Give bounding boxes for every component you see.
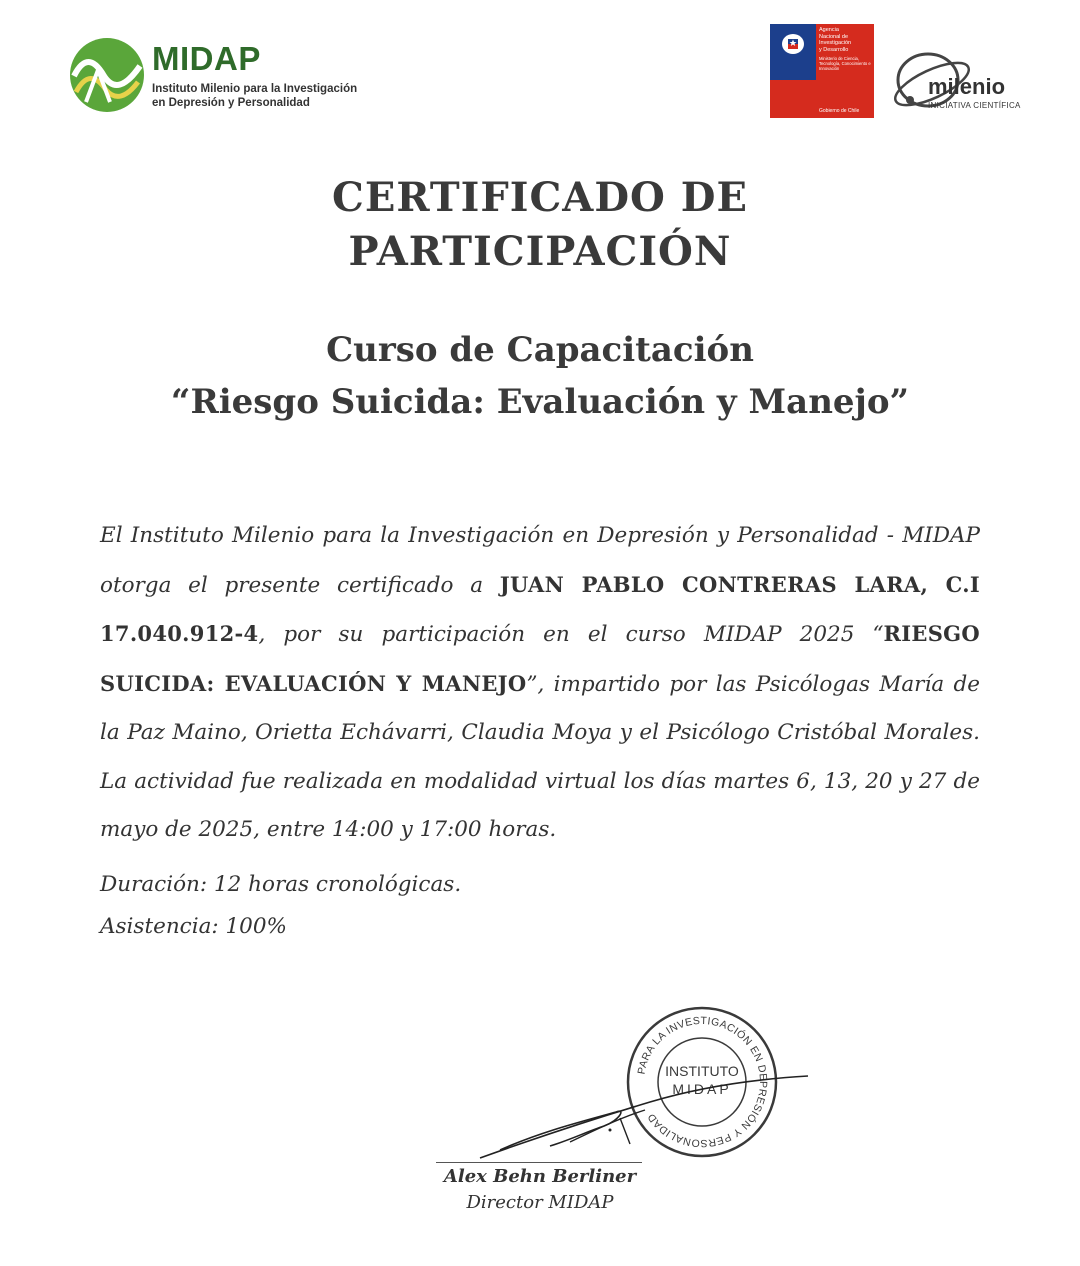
signer-name: Alex Behn Berliner bbox=[443, 1166, 637, 1187]
anid-line2: Nacional de bbox=[819, 33, 849, 40]
midap-subtitle-line2: en Depresión y Personalidad bbox=[152, 97, 310, 109]
svg-text:MIDAP: MIDAP bbox=[672, 1081, 732, 1097]
course-name: RIESGO SUICIDA: EVALUACIÓN Y MANEJO bbox=[100, 621, 980, 696]
anid-flag-red-lower bbox=[770, 80, 816, 118]
anid-logo bbox=[770, 24, 874, 118]
anid-line3: Investigación bbox=[819, 40, 852, 47]
signature-drawing bbox=[420, 1050, 820, 1170]
anid-government: Gobierno de Chile bbox=[819, 108, 860, 114]
signature-line bbox=[436, 1162, 642, 1163]
certificate-title-line1: CERTIFICADO DE bbox=[332, 174, 748, 221]
milenio-word: milenio bbox=[928, 74, 1006, 99]
anid-ministry: Ministerio de Ciencia, Tecnología, Conocimiento e Innovación bbox=[819, 56, 871, 72]
midap-logo bbox=[68, 36, 398, 116]
attendance-text: Asistencia: 100% bbox=[100, 914, 287, 939]
certificate-body bbox=[100, 512, 980, 855]
duration-text: Duración: 12 horas cronológicas. bbox=[100, 872, 462, 897]
milenio-logo bbox=[886, 44, 1036, 120]
midap-logo-icon bbox=[68, 36, 146, 114]
course-title-line2: “Riesgo Suicida: Evaluación y Manejo” bbox=[170, 382, 910, 422]
anid-line1: Agencia bbox=[819, 27, 839, 33]
recipient-name: JUAN PABLO CONTRERAS LARA, C.I 17.040.912-4 bbox=[100, 571, 980, 646]
certificate-title-line2: PARTICIPACIÓN bbox=[348, 228, 732, 275]
anid-text bbox=[819, 27, 873, 71]
midap-subtitle bbox=[152, 82, 412, 110]
midap-subtitle-line1: Instituto Milenio para la Investigación bbox=[152, 83, 358, 95]
course-title-line1: Curso de Capacitación bbox=[326, 330, 754, 370]
svg-text:PARA LA INVESTIGACIÓN EN DEPRE: PARA LA INVESTIGACIÓN EN DEPRESIÓN Y PERSONALIDAD bbox=[635, 1014, 770, 1150]
body-part1: El Instituto Milenio para la Investigación en Depresión y Personalidad - MIDAP otorga el presente certificado a bbox=[100, 523, 980, 598]
body-part2: , por su participación en el curso MIDAP 2025 “ bbox=[258, 622, 884, 647]
body-part3: ”, impartido por las Psicólogas María de la Paz Maino, Orietta Echávarri, Claudia Moya y el Psicólogo Cristóbal Morales. La actividad fue realizada en modalidad virtual los días martes 6, 13, 20 y 27 de mayo de 2025, entre 14:00 y 17:00 horas. bbox=[100, 671, 980, 842]
chile-coat-of-arms-icon bbox=[778, 30, 808, 56]
milenio-subtitle: INICIATIVA CIENTÍFICA bbox=[928, 101, 1021, 110]
anid-line4: y Desarrollo bbox=[819, 46, 849, 53]
signer-role: Director MIDAP bbox=[466, 1192, 614, 1213]
midap-name: MIDAP bbox=[152, 40, 261, 77]
svg-text:INSTITUTO: INSTITUTO bbox=[665, 1063, 739, 1079]
